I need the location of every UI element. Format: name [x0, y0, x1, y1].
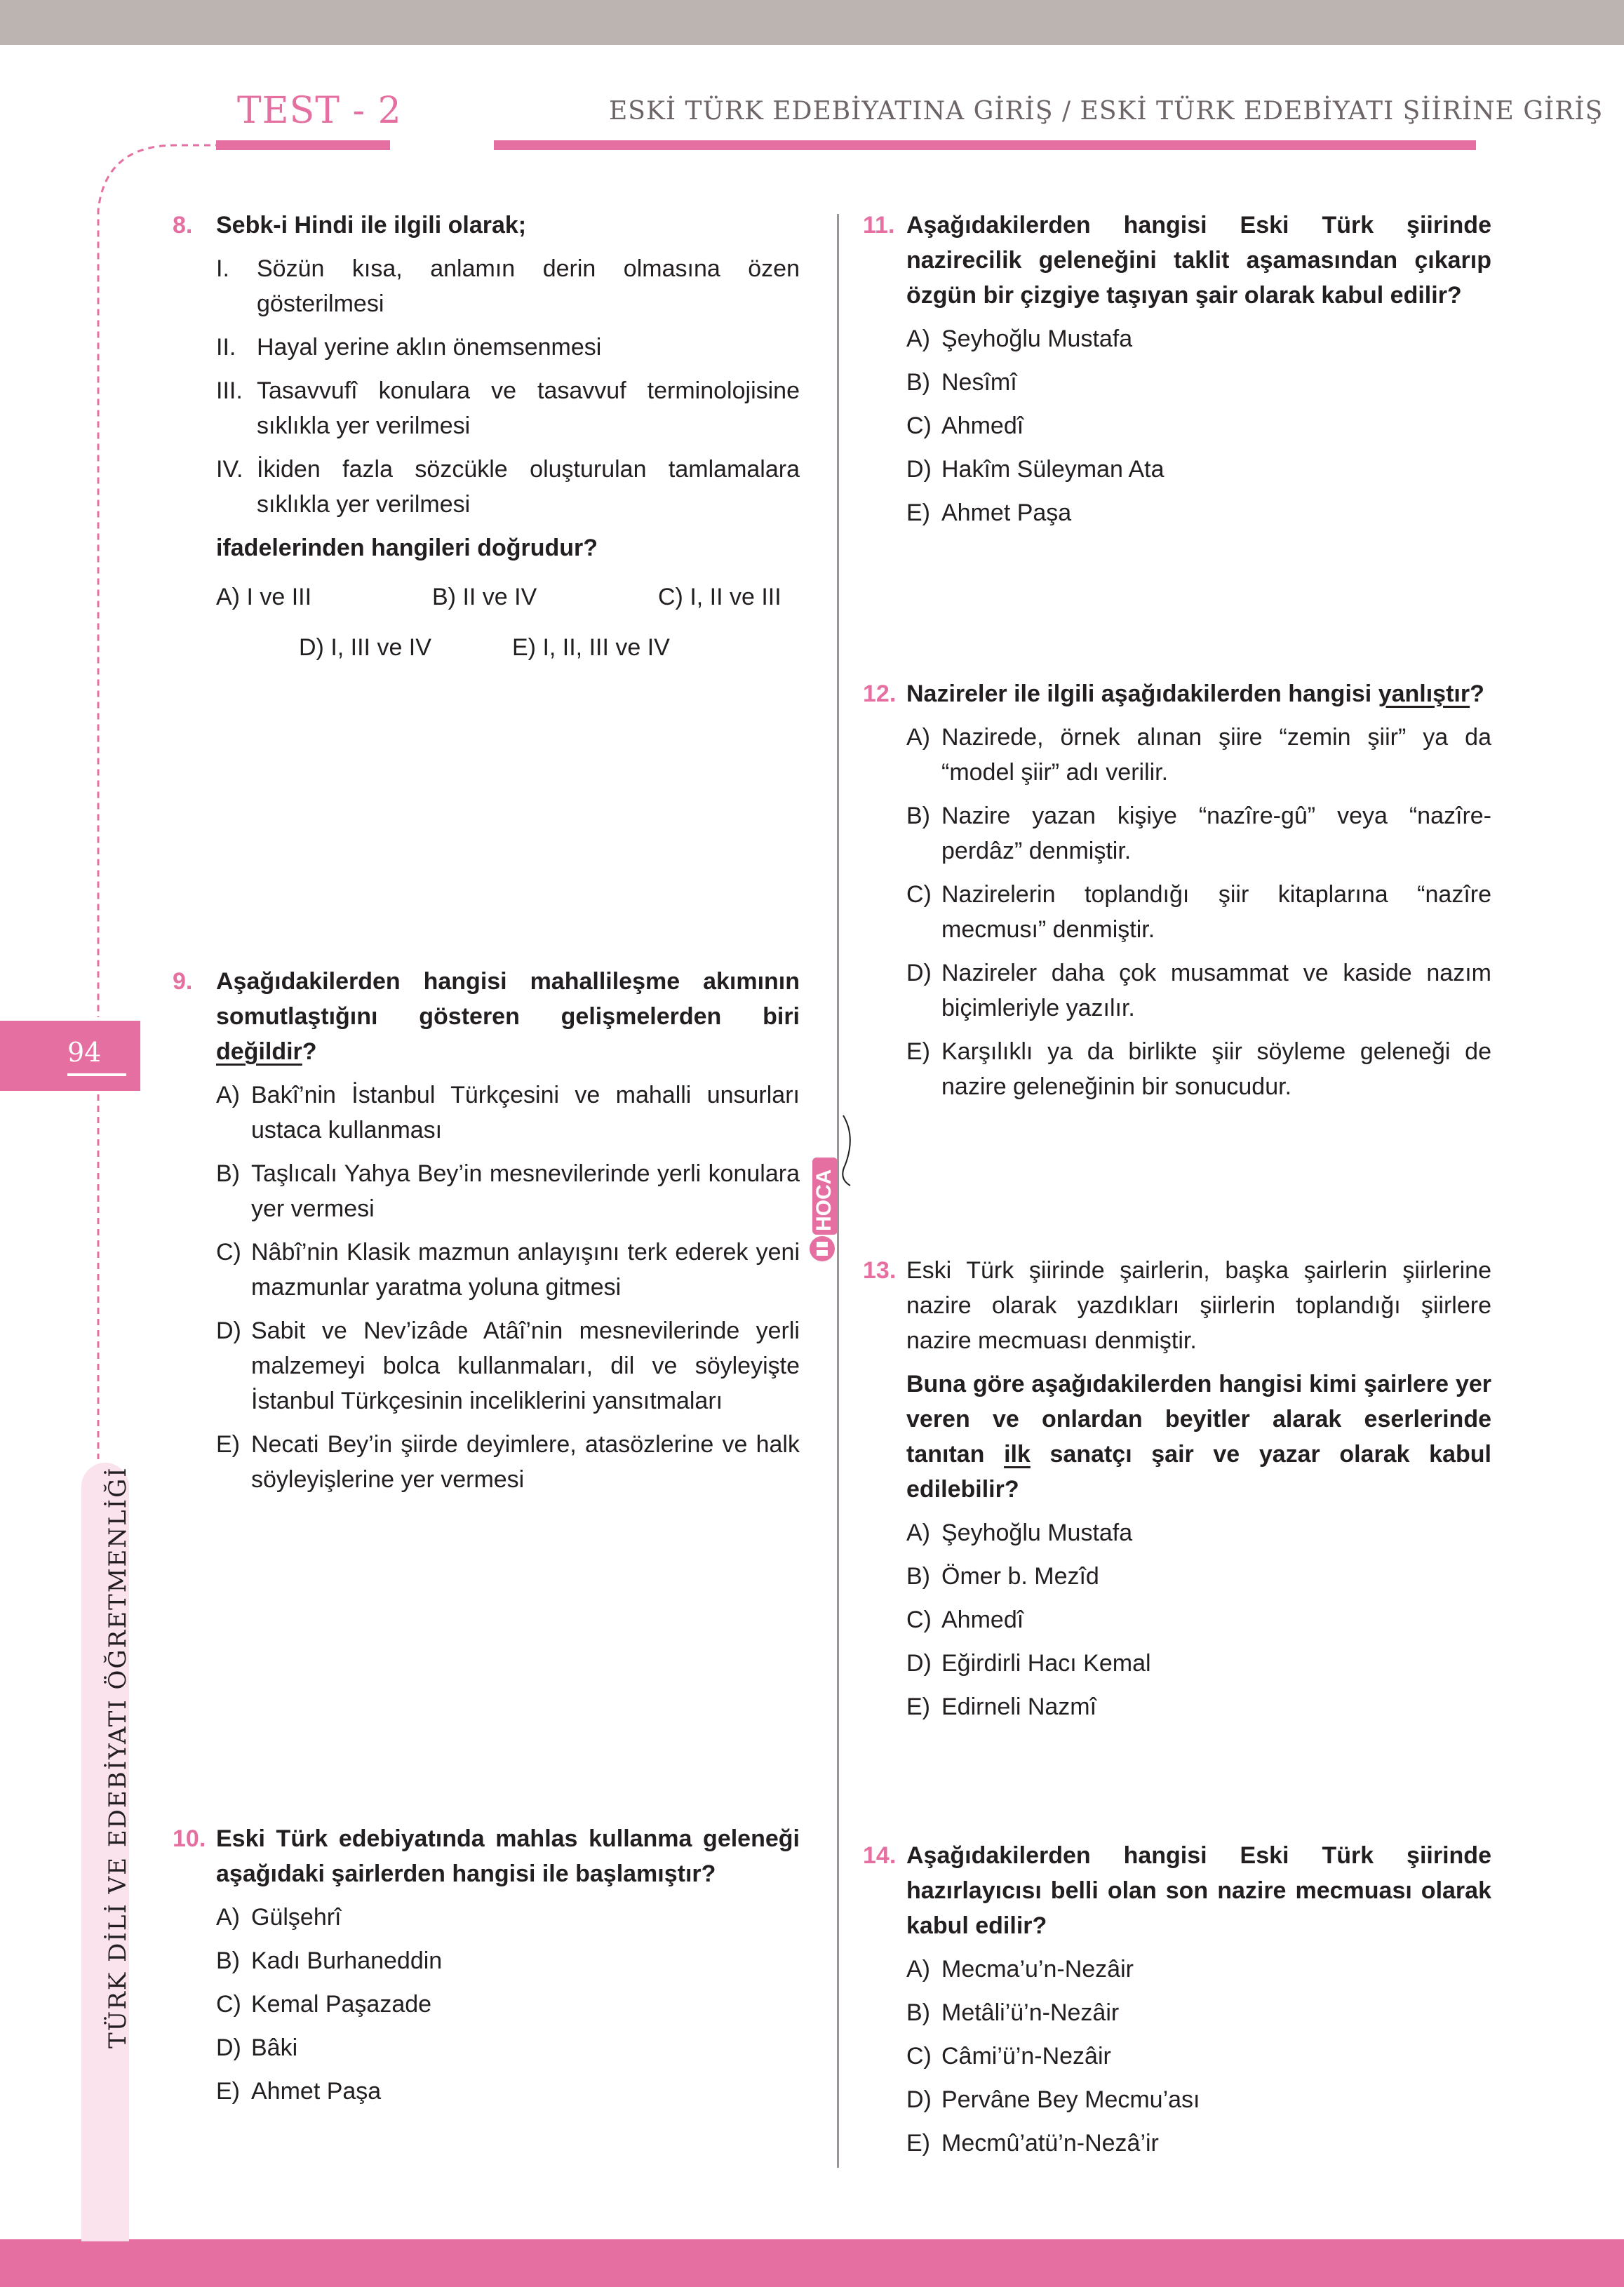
question-10 — [173, 1821, 800, 2109]
answer-option-a[interactable]: A) I ve III — [216, 584, 312, 610]
header-accent-bar-right — [494, 140, 1476, 150]
question-stem: Aşağıdakilerden hangisi Eski Türk şiirinde hazırlayıcısı belli olan son nazire mecmuası olarak kabul edilir? — [906, 1842, 1491, 1939]
question-stem: Nazireler ile ilgili aşağıdakilerden hangisi yanlıştır? — [906, 680, 1484, 707]
answer-option-b[interactable]: B) Metâli’ü’n-Nezâir — [906, 1999, 1120, 2026]
roman-item: IV. İkiden fazla sözcükle oluşturulan tamlamalara sıklıkla yer verilmesi — [216, 456, 800, 518]
question-prompt: ifadelerinden hangileri doğrudur? — [216, 535, 598, 561]
question-stem: Buna göre aşağıdakilerden hangisi kimi şairlere yer veren ve onlardan beyitler alarak eserlerinde tanıtan ilk sanatçı şair ve yazar olarak kabul edilebilir? — [906, 1371, 1491, 1503]
answer-option-a[interactable]: A) Nazirede, örnek alınan şiire “zemin şiir” ya da “model şiir” adı verilir. — [906, 724, 1491, 786]
answer-option-c[interactable]: C) Ahmedî — [906, 1607, 1024, 1633]
answer-option-e[interactable]: E) Ahmet Paşa — [216, 2078, 382, 2105]
answer-option-e[interactable]: E) Karşılıklı ya da birlikte şiir söyleme geleneği de nazire geleneğinin bir sonucudur. — [906, 1038, 1491, 1100]
question-8 — [173, 208, 800, 665]
question-number: 10. — [173, 1825, 206, 1852]
bottom-band — [0, 2239, 1624, 2287]
question-number: 8. — [173, 212, 193, 239]
question-number: 13. — [863, 1257, 897, 1284]
question-number: 12. — [863, 680, 897, 707]
svg-text:HOCA: HOCA — [812, 1169, 836, 1231]
roman-item: II. Hayal yerine aklın önemsenmesi — [216, 334, 602, 361]
roman-item: III. Tasavvufî konulara ve tasavvuf terminolojisine sıklıkla yer verilmesi — [216, 377, 800, 439]
answer-option-b[interactable]: B) II ve IV — [432, 584, 537, 610]
answer-option-a[interactable]: A) Şeyhoğlu Mustafa — [906, 1520, 1133, 1546]
answer-option-c[interactable]: C) Nazirelerin toplandığı şiir kitaplarına “nazîre mecmusı” denmiştir. — [906, 881, 1491, 943]
answer-option-d[interactable]: D) Bâki — [216, 2034, 298, 2061]
answer-option-b[interactable]: B) Nesîmî — [906, 369, 1017, 396]
page-title: ESKİ TÜRK EDEBİYATINA GİRİŞ / ESKİ TÜRK EDEBİYATI ŞİİRİNE GİRİŞ — [609, 97, 1604, 126]
answer-row — [216, 579, 800, 615]
answer-option-b[interactable]: B) Ömer b. Mezîd — [906, 1563, 1099, 1590]
page-number-underline — [67, 1073, 126, 1076]
page-number: 94 — [67, 1037, 102, 1068]
question-11 — [863, 208, 1491, 530]
answer-option-d[interactable]: D) Hakîm Süleyman Ata — [906, 456, 1165, 483]
answer-option-a[interactable]: A) Gülşehrî — [216, 1904, 342, 1931]
answer-option-b[interactable]: B) Kadı Burhaneddin — [216, 1947, 443, 1974]
answer-option-a[interactable]: A) Mecma’u’n-Nezâir — [906, 1956, 1134, 1983]
answer-option-e[interactable]: E) I, II, III ve IV — [512, 634, 670, 661]
question-number: 14. — [863, 1842, 897, 1869]
answer-option-d[interactable]: D) Nazireler daha çok musammat ve kaside nazım biçimleriyle yazılır. — [906, 960, 1491, 1021]
question-13 — [863, 1253, 1491, 1724]
question-number: 9. — [173, 968, 193, 995]
question-12 — [863, 676, 1491, 1104]
side-label: TÜRK DİLİ VE EDEBİYATI ÖĞRETMENLİĞİ — [104, 1466, 132, 2048]
question-14 — [863, 1838, 1491, 2161]
question-9 — [173, 964, 800, 1497]
question-intro: Eski Türk şiirinde şairlerin, başka şairlerin şiirlerine nazire olarak yazdıkları şiirlerin toplandığı şiirlere nazire mecmuası denmiştir. — [906, 1257, 1491, 1354]
answer-option-d[interactable]: D) Pervâne Bey Mecmu’ası — [906, 2086, 1200, 2113]
test-label: TEST - 2 — [237, 90, 402, 132]
answer-option-e[interactable]: E) Edirneli Nazmî — [906, 1694, 1097, 1720]
answer-option-e[interactable]: E) Necati Bey’in şiirde deyimlere, atasözlerine ve halk söyleyişlerine yer vermesi — [216, 1431, 800, 1493]
answer-option-d[interactable]: D) Eğirdirli Hacı Kemal — [906, 1650, 1151, 1677]
answer-option-a[interactable]: A) Şeyhoğlu Mustafa — [906, 326, 1133, 352]
answer-option-b[interactable]: B) Nazire yazan kişiye “nazîre-gû” veya “nazîre-perdâz” denmiştir. — [906, 803, 1491, 864]
hoca-logo-icon — [807, 1108, 870, 1270]
answer-option-b[interactable]: B) Taşlıcalı Yahya Bey’in mesnevilerinde yerli konulara yer vermesi — [216, 1160, 800, 1222]
answer-option-d[interactable]: D) I, III ve IV — [299, 634, 431, 661]
answer-row — [216, 630, 800, 665]
answer-option-c[interactable]: C) Kemal Paşazade — [216, 1991, 432, 2018]
answer-option-c[interactable]: C) Ahmedî — [906, 413, 1024, 439]
roman-item: I. Sözün kısa, anlamın derin olmasına özen gösterilmesi — [216, 255, 800, 317]
answer-option-a[interactable]: A) Bakî’nin İstanbul Türkçesini ve mahalli unsurları ustaca kullanması — [216, 1082, 800, 1144]
answer-option-c[interactable]: C) I, II ve III — [658, 584, 781, 610]
question-stem: Aşağıdakilerden hangisi Eski Türk şiirinde nazirecilik geleneğini taklit aşamasından çıkarıp özgün bir çizgiye taşıyan şair olarak kabul edilir? — [906, 212, 1491, 309]
answer-option-e[interactable]: E) Ahmet Paşa — [906, 499, 1072, 526]
question-stem: Sebk-i Hindi ile ilgili olarak; — [216, 212, 527, 239]
answer-option-e[interactable]: E) Mecmû’atü’n-Nezâ’ir — [906, 2130, 1159, 2157]
answer-option-d[interactable]: D) Sabit ve Nev’izâde Atâî’nin mesnevilerinde yerli malzemeyi bolca kullanmaları, dil ve söyleyişte İstanbul Türkçesinin inceliklerini yansıtmaları — [216, 1317, 800, 1414]
question-stem: Eski Türk edebiyatında mahlas kullanma geleneği aşağıdaki şairlerden hangisi ile başlamıştır? — [216, 1825, 800, 1887]
answer-option-c[interactable]: C) Nâbî’nin Klasik mazmun anlayışını terk ederek yeni mazmunlar yaratma yoluna gitmesi — [216, 1239, 800, 1301]
question-stem: Aşağıdakilerden hangisi mahallileşme akımının somutlaştığını gösteren gelişmelerden biri değildir? — [216, 968, 800, 1065]
question-number: 11. — [863, 212, 895, 239]
answer-option-c[interactable]: C) Câmi’ü’n-Nezâir — [906, 2043, 1111, 2070]
